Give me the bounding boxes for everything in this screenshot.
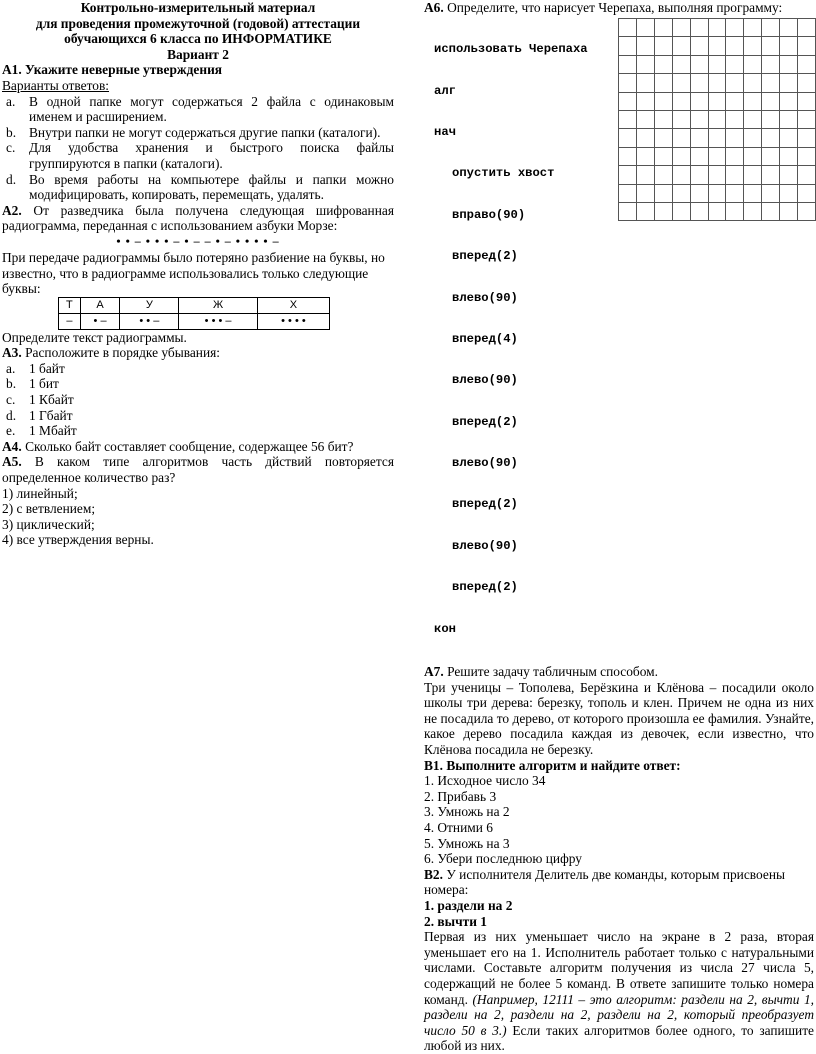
a2-task: Определите текст радиограммы. — [2, 329, 187, 345]
grid-cell — [708, 92, 726, 110]
grid-row — [619, 202, 816, 220]
code-line: вперед(2) — [452, 249, 518, 264]
grid-cell — [726, 202, 744, 220]
grid-cell — [708, 147, 726, 165]
grid-cell — [726, 92, 744, 110]
b1-step: 3. Умножь на 2 — [424, 804, 510, 820]
grid-cell — [798, 110, 816, 128]
a1-option: d. Во время работы на компьютере файлы и папки можно модифицировать, копировать, перемещать, удалять. — [6, 171, 394, 203]
b2-question: В2. У исполнителя Делитель две команды, которым присвоены номера: — [424, 866, 785, 898]
code-line: вперед(4) — [452, 331, 518, 346]
grid-cell — [762, 37, 780, 55]
grid-cell — [690, 55, 708, 73]
a7-question: А7. Решите задачу табличным способом. — [424, 664, 658, 680]
grid-cell — [672, 55, 690, 73]
a3-option: e. 1 Мбайт — [6, 423, 77, 439]
grid-cell — [654, 74, 672, 92]
a1-option: b. Внутри папки не могут содержаться другие папки (каталоги). — [6, 124, 381, 140]
grid-cell — [708, 55, 726, 73]
grid-row — [619, 129, 816, 147]
grid-cell — [619, 37, 637, 55]
grid-cell — [762, 55, 780, 73]
grid-cell — [744, 166, 762, 184]
grid-cell — [672, 110, 690, 128]
a4-question: А4. Сколько байт составляет сообщение, содержащее 56 бит? — [2, 438, 354, 454]
grid-cell — [762, 74, 780, 92]
grid-row — [619, 166, 816, 184]
a5-option: 4) все утверждения верны. — [2, 532, 154, 548]
grid-cell — [708, 74, 726, 92]
code-line: алг — [434, 83, 456, 98]
a3-option: b. 1 бит — [6, 376, 59, 392]
grid-cell — [798, 19, 816, 37]
grid-cell — [672, 184, 690, 202]
grid-cell — [654, 55, 672, 73]
morse-letter: Х — [257, 297, 329, 313]
b2-command-1: 1. раздели на 2 — [424, 897, 513, 913]
grid-cell — [780, 202, 798, 220]
grid-cell — [798, 55, 816, 73]
grid-cell — [619, 74, 637, 92]
grid-cell — [672, 129, 690, 147]
grid-cell — [619, 202, 637, 220]
a5-option: 2) с ветвлением; — [2, 501, 96, 517]
grid-row — [619, 19, 816, 37]
a5-option: 1) линейный; — [2, 485, 78, 501]
b1-title: В1. Выполните алгоритм и найдите ответ: — [424, 757, 681, 773]
b1-step: 6. Убери последнюю цифру — [424, 851, 582, 867]
grid-cell — [672, 19, 690, 37]
a1-options — [2, 94, 394, 203]
grid-cell — [708, 184, 726, 202]
morse-code: • • – • • • – • – – • – • • • • – — [116, 233, 280, 248]
grid-cell — [636, 166, 654, 184]
code-line: вперед(2) — [452, 497, 518, 512]
doc-title-line-2: для проведения промежуточной (годовой) аттестации — [35, 15, 361, 31]
grid-row — [619, 55, 816, 73]
grid-cell — [690, 110, 708, 128]
morse-letter: У — [120, 297, 179, 313]
grid-cell — [690, 37, 708, 55]
grid-cell — [780, 92, 798, 110]
grid-cell — [762, 202, 780, 220]
grid-cell — [636, 55, 654, 73]
a3-question: А3. Расположите в порядке убывания: — [2, 345, 220, 361]
grid-cell — [744, 74, 762, 92]
grid-cell — [690, 202, 708, 220]
code-line: влево(90) — [452, 290, 518, 305]
a5-question: А5. В каком типе алгоритмов часть дйствий повторяется определенное количество раз? — [2, 454, 394, 486]
grid-cell — [726, 74, 744, 92]
grid-cell — [744, 37, 762, 55]
grid-cell — [690, 129, 708, 147]
grid-cell — [654, 166, 672, 184]
b2-body: Первая из них уменьшает число на экране в 2 раза, вторая уменьшает его на 1. Исполнитель работает только с натуральными числами. Составьте алгоритм получения из числа 27 числа 5, содержащий не более 5 команд. В ответе запишите только номера команд. (Например, 12111 – это алгоритм: раздели на 2, вычти 1, раздели на 2, раздели на 2, раздели на 2, который преобразует число 50 в 3.) Если таких алгоритмов более одного, то запишите любой из них. — [424, 929, 814, 1054]
grid-cell — [708, 202, 726, 220]
grid-cell — [744, 202, 762, 220]
code-line: нач — [434, 124, 456, 139]
grid-cell — [619, 19, 637, 37]
grid-cell — [726, 110, 744, 128]
a3-option: d. 1 Гбайт — [6, 407, 73, 423]
grid-cell — [798, 184, 816, 202]
morse-letter-code: • • • • — [257, 313, 329, 329]
doc-title-line-3: обучающихся 6 класса по ИНФОРМАТИКЕ — [64, 31, 332, 47]
grid-cell — [744, 110, 762, 128]
grid-row — [619, 37, 816, 55]
grid-cell — [762, 92, 780, 110]
grid-cell — [798, 129, 816, 147]
grid-cell — [798, 37, 816, 55]
grid-cell — [636, 110, 654, 128]
grid-cell — [672, 166, 690, 184]
grid-row — [619, 147, 816, 165]
grid-cell — [726, 147, 744, 165]
a7-body: Три ученицы – Тополева, Берёзкина и Клёнова – посадили около школы три дерева: березку, тополь и клен. Причем не одна из них не посадила то дерево, от которого произошла ее фамилия. Узнайте, какое дерево посадила каждая из девочек, если известно, что Клёнова посадила не березку. — [424, 679, 814, 758]
morse-letter-code: • • • – — [179, 313, 257, 329]
grid-cell — [636, 19, 654, 37]
grid-cell — [780, 147, 798, 165]
grid-cell — [636, 129, 654, 147]
grid-cell — [780, 184, 798, 202]
grid-cell — [780, 166, 798, 184]
grid-cell — [636, 202, 654, 220]
grid-cell — [654, 110, 672, 128]
morse-letter: А — [80, 297, 120, 313]
grid-cell — [654, 184, 672, 202]
grid-cell — [619, 166, 637, 184]
b1-step: 2. Прибавь 3 — [424, 788, 497, 804]
grid-cell — [619, 110, 637, 128]
a3-option: a. 1 байт — [6, 360, 65, 376]
a3-option: c. 1 Кбайт — [6, 392, 74, 408]
code-line: вперед(2) — [452, 580, 518, 595]
grid-cell — [654, 37, 672, 55]
grid-cell — [744, 184, 762, 202]
grid-cell — [780, 55, 798, 73]
grid-cell — [726, 184, 744, 202]
grid-cell — [744, 19, 762, 37]
grid-cell — [798, 202, 816, 220]
grid-cell — [654, 202, 672, 220]
grid-cell — [636, 147, 654, 165]
grid-cell — [780, 19, 798, 37]
grid-cell — [726, 166, 744, 184]
grid-cell — [780, 74, 798, 92]
grid-cell — [762, 19, 780, 37]
grid-cell — [798, 92, 816, 110]
code-line: опустить хвост — [452, 166, 555, 181]
b2-command-2: 2. вычти 1 — [424, 913, 487, 929]
b1-step: 5. Умножь на 3 — [424, 835, 510, 851]
grid-cell — [780, 37, 798, 55]
code-line: вправо(90) — [452, 207, 526, 222]
code-line: кон — [434, 621, 456, 636]
doc-title-line-1: Контрольно-измерительный материал — [80, 0, 316, 15]
morse-letter-code: • – — [80, 313, 120, 329]
grid-cell — [744, 147, 762, 165]
a1-option: c. Для удобства хранения и быстрого поиска файлы группируются в папки (каталоги). — [6, 140, 394, 171]
grid-cell — [744, 55, 762, 73]
grid-cell — [654, 147, 672, 165]
grid-cell — [798, 74, 816, 92]
grid-cell — [619, 129, 637, 147]
grid-cell — [744, 129, 762, 147]
a1-variants-label: Варианты ответов: — [2, 77, 110, 93]
grid-cell — [690, 147, 708, 165]
grid-cell — [619, 184, 637, 202]
grid-cell — [780, 129, 798, 147]
code-line: использовать Черепаха — [434, 42, 588, 57]
a5-option: 3) циклический; — [2, 516, 95, 532]
grid-cell — [672, 37, 690, 55]
grid-cell — [762, 110, 780, 128]
a3-options — [2, 361, 394, 439]
grid-cell — [708, 166, 726, 184]
grid-cell — [654, 19, 672, 37]
grid-cell — [798, 147, 816, 165]
code-line: влево(90) — [452, 456, 518, 471]
grid-cell — [762, 129, 780, 147]
variant-label: Вариант 2 — [167, 46, 229, 62]
grid-cell — [654, 92, 672, 110]
morse-letter: Т — [59, 297, 81, 313]
grid-cell — [672, 92, 690, 110]
grid-cell — [762, 166, 780, 184]
grid-cell — [672, 74, 690, 92]
grid-cell — [744, 92, 762, 110]
code-line: влево(90) — [452, 373, 518, 388]
grid-cell — [708, 37, 726, 55]
grid-cell — [636, 184, 654, 202]
grid-cell — [619, 147, 637, 165]
table-row — [59, 297, 330, 313]
left-column — [2, 0, 394, 548]
table-row — [59, 313, 330, 329]
grid-cell — [690, 166, 708, 184]
grid-cell — [762, 184, 780, 202]
grid-cell — [726, 19, 744, 37]
a6-question: А6. Определите, что нарисует Черепаха, выполняя программу: — [424, 0, 783, 15]
grid-row — [619, 92, 816, 110]
a1-title: А1. Укажите неверные утверждения — [2, 62, 223, 78]
morse-letter-code: – — [59, 313, 81, 329]
grid-cell — [690, 92, 708, 110]
grid-cell — [654, 129, 672, 147]
grid-cell — [780, 110, 798, 128]
morse-table — [58, 297, 330, 330]
grid-cell — [672, 147, 690, 165]
grid-cell — [798, 166, 816, 184]
code-line: влево(90) — [452, 538, 518, 553]
grid-cell — [762, 147, 780, 165]
grid-row — [619, 184, 816, 202]
morse-letter-code: • • – — [120, 313, 179, 329]
morse-letter: Ж — [179, 297, 257, 313]
grid-cell — [708, 129, 726, 147]
grid-cell — [690, 184, 708, 202]
grid-cell — [726, 37, 744, 55]
grid-cell — [619, 55, 637, 73]
grid-cell — [690, 19, 708, 37]
grid-cell — [636, 74, 654, 92]
a2-question-continued: При передаче радиограммы было потеряно разбиение на буквы, но известно, что в радиограмме использовались только следующие буквы: — [2, 249, 385, 297]
grid-cell — [708, 110, 726, 128]
grid-cell — [726, 55, 744, 73]
grid-row — [619, 74, 816, 92]
turtle-drawing-grid — [618, 18, 816, 221]
a2-question: А2. От разведчика была получена следующая шифрованная радиограмма, переданная с использованием азбуки Морзе: — [2, 202, 394, 234]
grid-cell — [708, 19, 726, 37]
b1-step: 4. Отними 6 — [424, 819, 493, 835]
grid-cell — [636, 92, 654, 110]
grid-cell — [690, 74, 708, 92]
grid-cell — [619, 92, 637, 110]
grid-cell — [672, 202, 690, 220]
grid-cell — [726, 129, 744, 147]
code-line: вперед(2) — [452, 414, 518, 429]
grid-cell — [636, 37, 654, 55]
a1-option: a. В одной папке могут содержаться 2 файла с одинаковым именем и расширением. — [6, 93, 394, 125]
grid-row — [619, 110, 816, 128]
b1-step: 1. Исходное число 34 — [424, 773, 546, 789]
